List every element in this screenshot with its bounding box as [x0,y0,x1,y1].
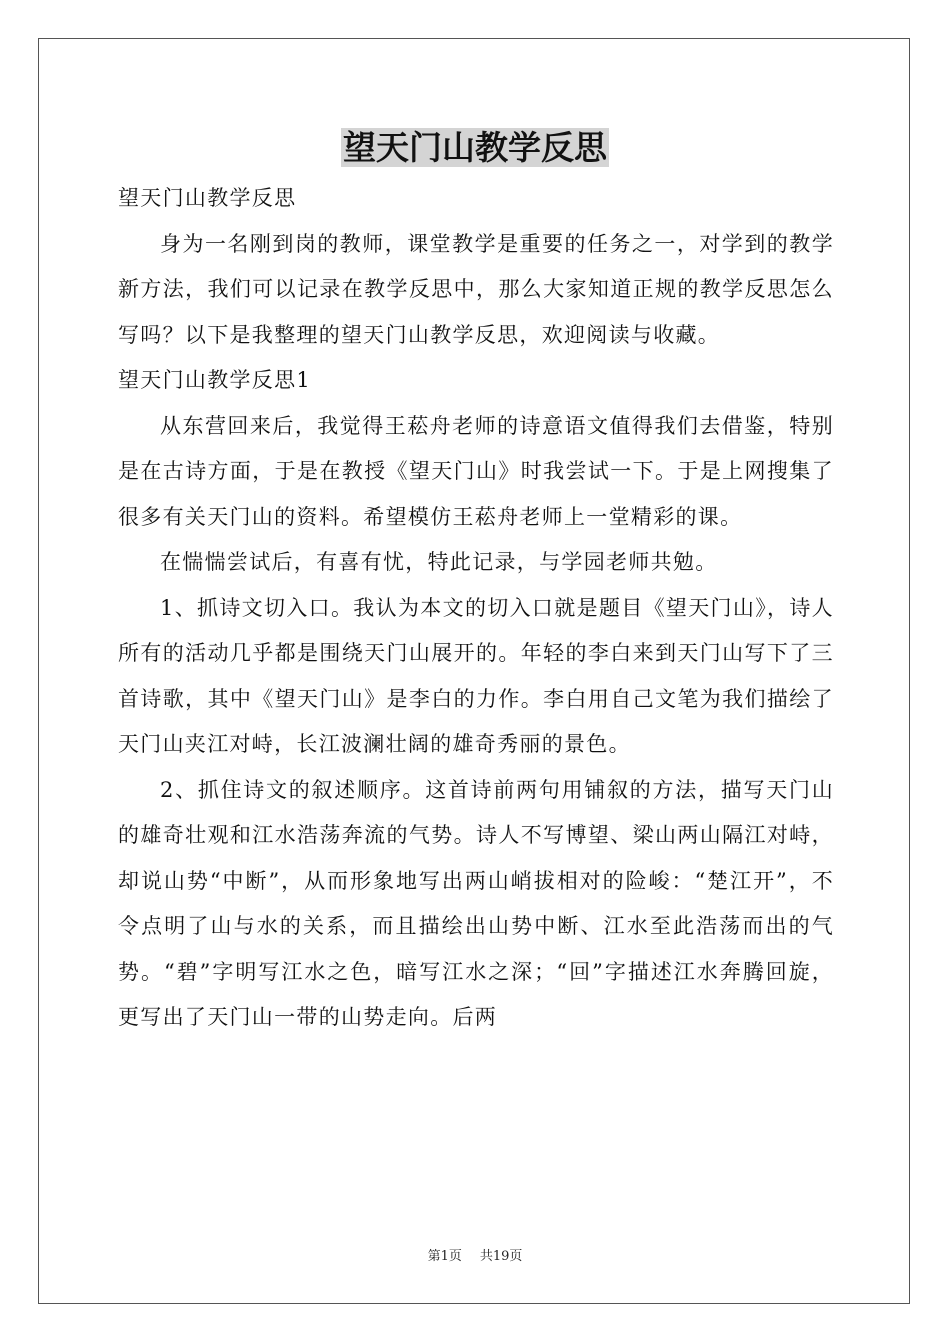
paragraph: 从东营回来后，我觉得王菘舟老师的诗意语文值得我们去借鉴，特别是在古诗方面，于是在教授《望天门山》时我尝试一下。于是上网搜集了很多有关天门山的资料。希望模仿王菘舟老师上一堂精彩的课。 [118,413,834,529]
paragraph: 1、抓诗文切入口。我认为本文的切入口就是题目《望天门山》，诗人所有的活动几乎都是围绕天门山展开的。年轻的李白来到天门山写下了三首诗歌，其中《望天门山》是李白的力作。李白用自己文笔为我们描绘了天门山夹江对峙，长江波澜壮阔的雄奇秀丽的景色。 [118,595,834,756]
page-number: 第1页 [427,1249,462,1264]
page-total: 共19页 [479,1249,523,1264]
paragraph: 在惴惴尝试后，有喜有忧，特此记录，与学园老师共勉。 [160,550,718,574]
page-footer [0,1248,950,1266]
paragraph: 望天门山教学反思 [118,186,297,210]
paragraph: 2、抓住诗文的叙述顺序。这首诗前两句用铺叙的方法，描写天门山的雄奇壮观和江水浩荡奔流的气势。诗人不写博望、梁山两山隔江对峙，却说山势“中断”，从而形象地写出两山峭拔相对的险峻：“楚江开”，不令点明了山与水的关系，而且描绘出山势中断、江水至此浩荡而出的气势。“碧”字明写江水之色，暗写江水之深；“回”字描述江水奔腾回旋，更写出了天门山一带的山势走向。后两 [118,777,834,1029]
document-body [118,176,834,1041]
document-title-text: 望天门山教学反思 [343,128,607,167]
paragraph: 望天门山教学反思1 [118,368,312,392]
paragraph: 身为一名刚到岗的教师，课堂教学是重要的任务之一，对学到的教学新方法，我们可以记录在教学反思中，那么大家知道正规的教学反思怎么写吗？以下是我整理的望天门山教学反思，欢迎阅读与收藏。 [118,231,834,347]
document-title [0,126,950,170]
